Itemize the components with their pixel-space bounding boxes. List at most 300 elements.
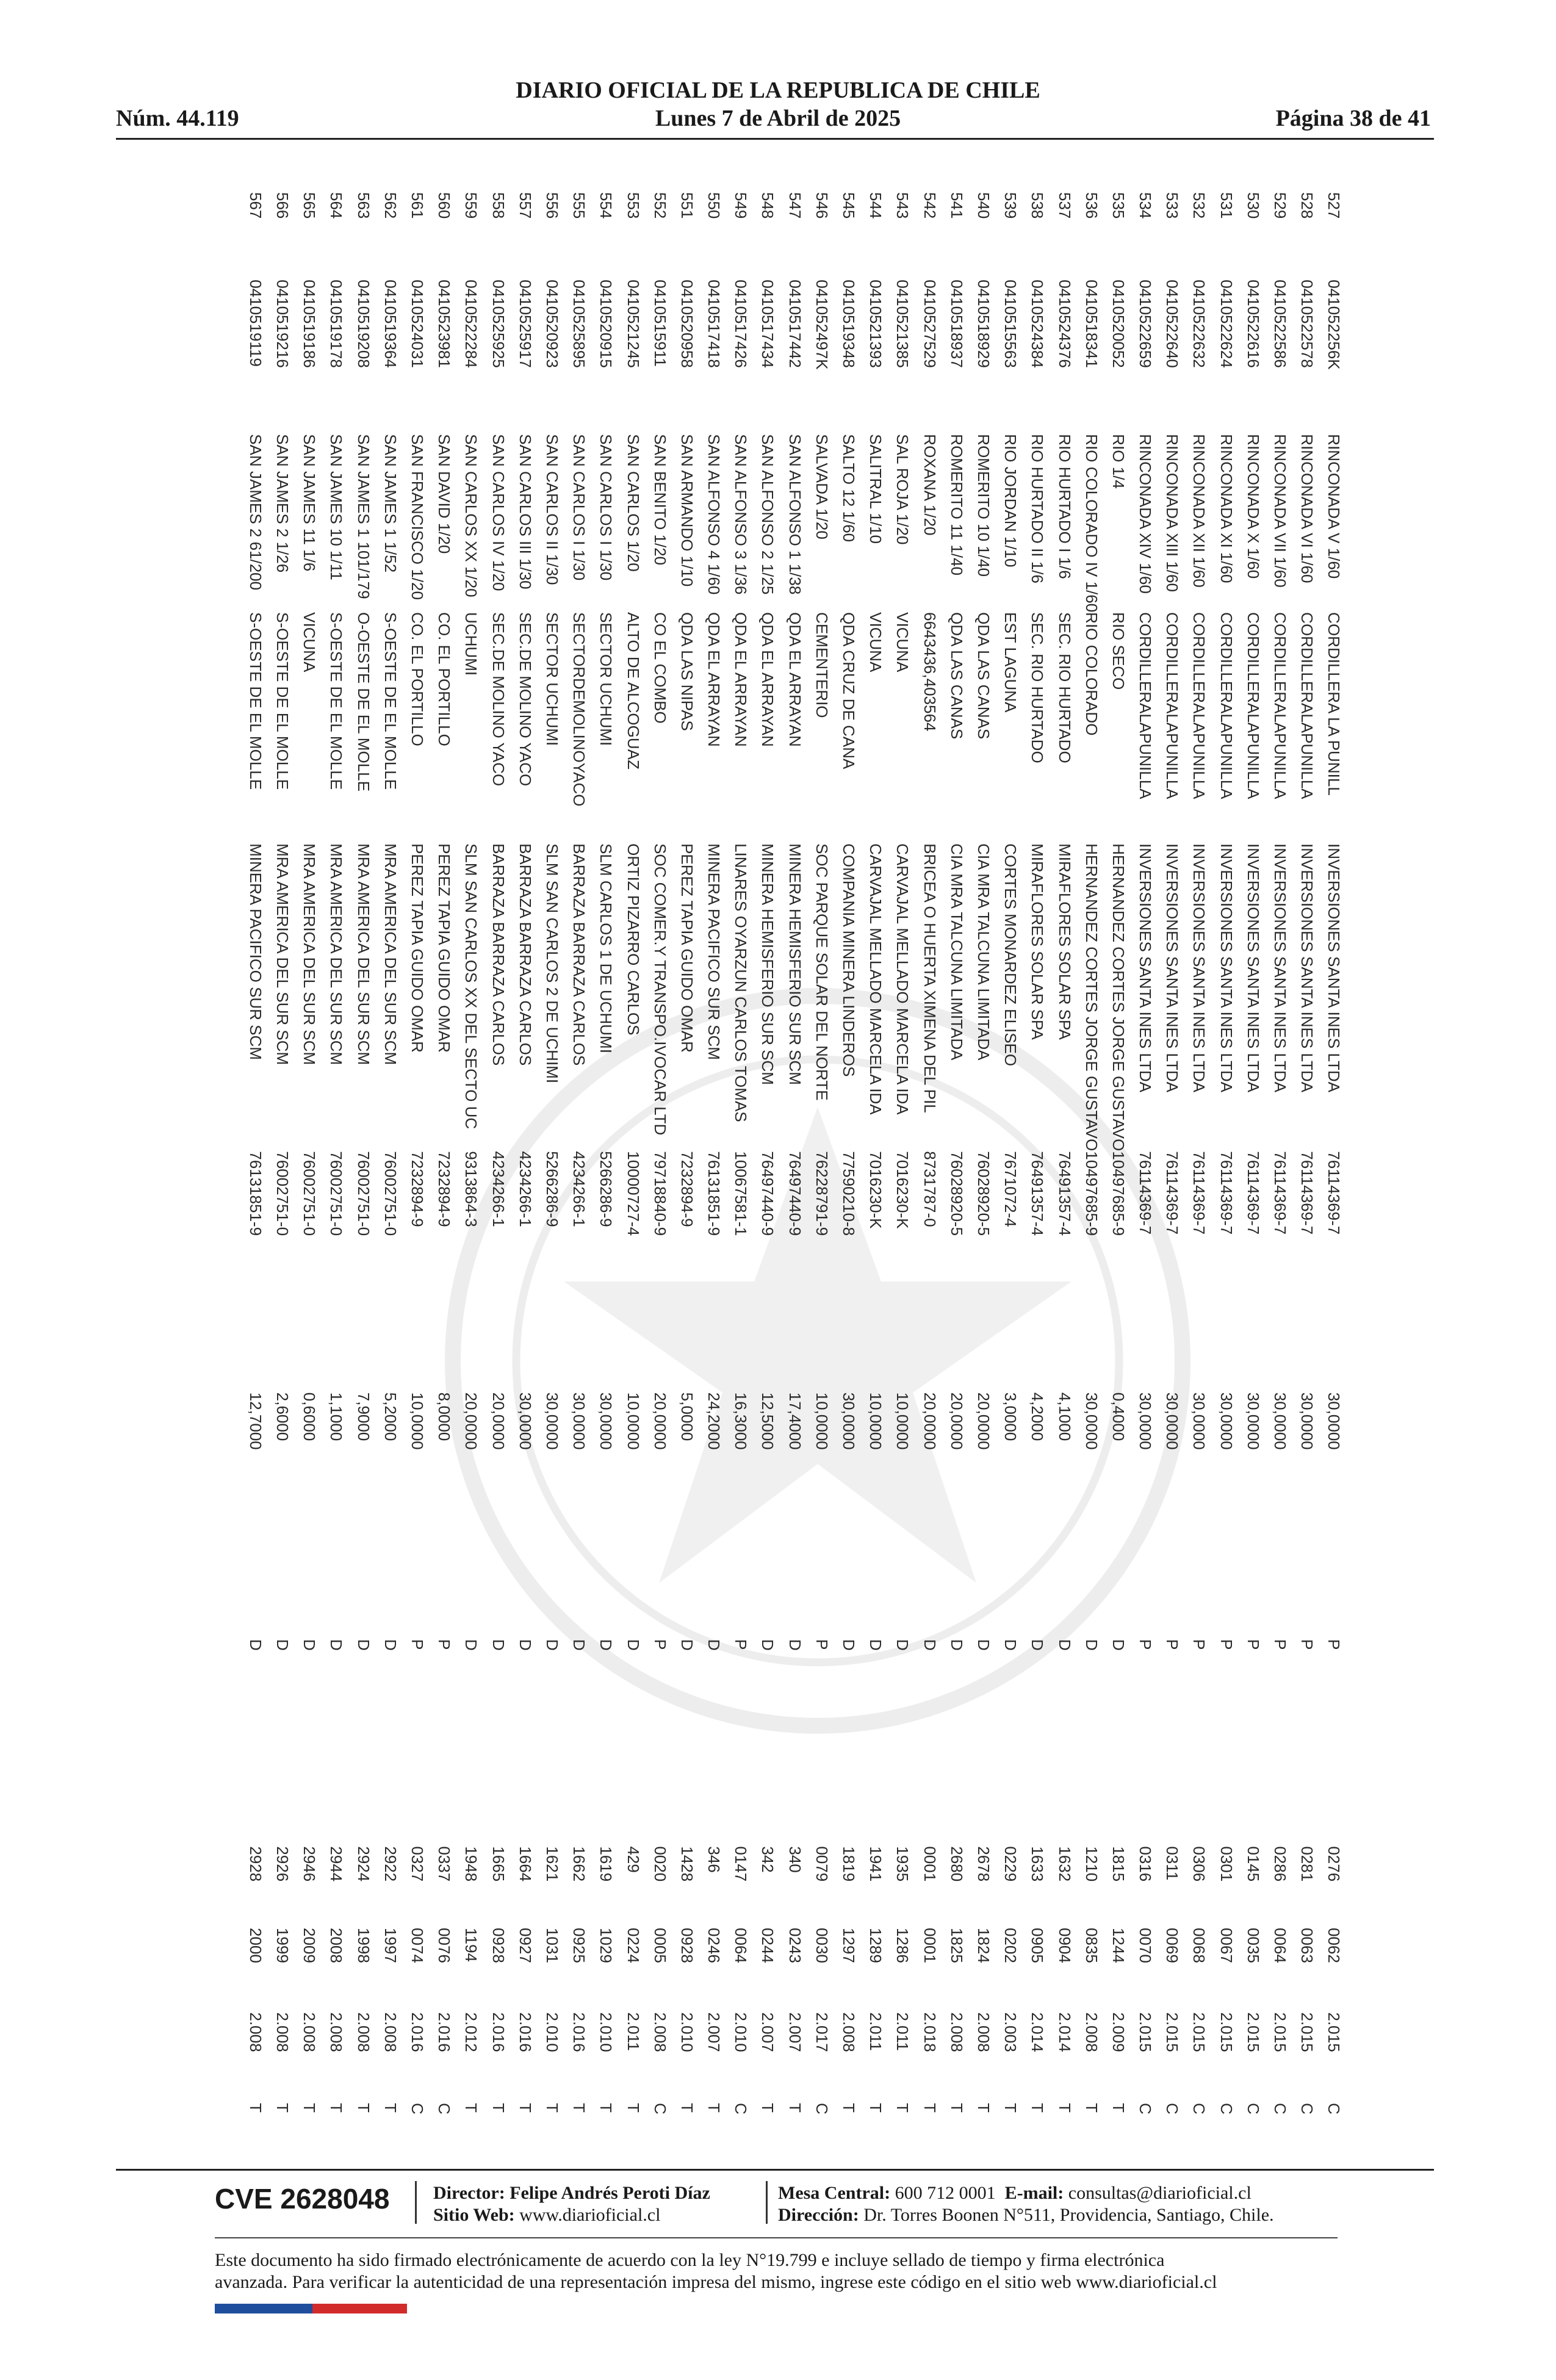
owner-name-cell: INVERSIONES SANTA INES LTDA — [1325, 843, 1344, 1092]
ref-number-b-cell: 0927 — [516, 1927, 535, 1963]
status-code-cell: T — [462, 2103, 481, 2113]
row-index-cell: 537 — [1055, 192, 1074, 219]
year-cell: 2.008 — [300, 2012, 319, 2052]
status-code-cell: T — [893, 2103, 912, 2113]
sector-cell: CORDILLERALAPUNILLA — [1298, 612, 1317, 799]
ref-number-b-cell: 0001 — [920, 1927, 939, 1963]
owner-rut-cell: 7016230-K — [893, 1151, 912, 1229]
owner-rut-cell: 4234266-1 — [516, 1151, 535, 1227]
cve-code: CVE 2628048 — [215, 2183, 390, 2215]
concession-code-cell: 0410515563 — [1001, 279, 1020, 368]
owner-name-cell: INVERSIONES SANTA INES LTDA — [1136, 843, 1155, 1092]
year-cell: 2.015 — [1217, 2012, 1236, 2052]
year-cell: 2.016 — [570, 2012, 589, 2052]
type-code-cell: P — [435, 1639, 454, 1650]
owner-name-cell: CARVAJAL MELLADO MARCELA IDA — [866, 843, 885, 1115]
type-code-cell: D — [840, 1639, 859, 1651]
area-cell: 30,0000 — [542, 1392, 561, 1450]
ref-number-b-cell: 0064 — [732, 1927, 751, 1963]
row-index-cell: 532 — [1190, 192, 1209, 219]
concession-name-cell: SAN DAVID 1/20 — [435, 434, 454, 554]
area-cell: 30,0000 — [1325, 1392, 1344, 1450]
page-number: Página 38 de 41 — [1275, 106, 1431, 131]
area-cell: 3,0000 — [1001, 1392, 1020, 1441]
concession-name-cell: RINCONADA XII 1/60 — [1190, 434, 1209, 588]
table-row — [242, 192, 268, 2151]
row-index-cell: 534 — [1136, 192, 1155, 219]
type-code-cell: D — [758, 1639, 777, 1651]
row-index-cell: 552 — [650, 192, 669, 219]
sector-cell: RIO SECO — [1109, 612, 1128, 690]
owner-rut-cell: 7016230-K — [866, 1151, 885, 1229]
type-code-cell: P — [1325, 1639, 1344, 1650]
footer-divider-bottom — [215, 2237, 1338, 2238]
area-cell: 30,0000 — [1271, 1392, 1290, 1450]
area-cell: 20,0000 — [974, 1392, 993, 1450]
owner-name-cell: INVERSIONES SANTA INES LTDA — [1163, 843, 1182, 1092]
ref-number-a-cell: 2924 — [354, 1846, 373, 1882]
owner-rut-cell: 76002751-0 — [273, 1151, 292, 1236]
concession-name-cell: SAN ARMANDO 1/10 — [677, 434, 696, 587]
ref-number-b-cell: 1999 — [273, 1927, 292, 1963]
table-row — [619, 192, 646, 2151]
table-row — [458, 192, 484, 2151]
concession-code-cell: 0410515911 — [650, 279, 669, 367]
status-code-cell: T — [974, 2103, 993, 2113]
area-cell: 10,0000 — [893, 1392, 912, 1450]
type-code-cell: D — [354, 1639, 373, 1651]
ref-number-b-cell: 0246 — [705, 1927, 724, 1963]
concession-name-cell: SAN CARLOS I 1/30 — [597, 434, 616, 581]
ref-number-a-cell: 0327 — [408, 1846, 427, 1882]
ref-number-b-cell: 0005 — [650, 1927, 669, 1963]
ref-number-a-cell: 0145 — [1244, 1846, 1262, 1882]
ref-number-a-cell: 0286 — [1271, 1846, 1290, 1882]
status-code-cell: C — [650, 2103, 669, 2115]
table-row — [1132, 192, 1159, 2151]
area-cell: 10,0000 — [624, 1392, 643, 1450]
ref-number-a-cell: 0311 — [1163, 1846, 1182, 1881]
site-link[interactable]: www.diarioficial.cl — [519, 2205, 661, 2225]
issue-number: Núm. 44.119 — [116, 106, 239, 131]
concession-code-cell: 041052497K — [812, 279, 831, 370]
table-row — [646, 192, 673, 2151]
ref-number-a-cell: 342 — [758, 1846, 777, 1873]
owner-name-cell: MRA AMERICA DEL SUR SCM — [300, 843, 319, 1066]
row-index-cell: 560 — [435, 192, 454, 219]
concession-name-cell: RINCONADA VII 1/60 — [1271, 434, 1290, 588]
owner-name-cell: CIA MRA TALCUNA LIMITADA — [947, 843, 966, 1061]
legal-notice — [215, 2249, 1344, 2293]
ref-number-a-cell: 0306 — [1190, 1846, 1209, 1882]
table-row — [835, 192, 862, 2151]
type-code-cell: D — [542, 1639, 561, 1651]
type-code-cell: D — [866, 1639, 885, 1651]
area-cell: 20,0000 — [650, 1392, 669, 1450]
concession-name-cell: SALVADA 1/20 — [812, 434, 831, 539]
owner-rut-cell: 10000727-4 — [624, 1151, 643, 1236]
owner-name-cell: SOC PARQUE SOLAR DEL NORTE — [812, 843, 831, 1101]
area-cell: 10,0000 — [408, 1392, 427, 1450]
owner-rut-cell: 76491357-4 — [1055, 1151, 1074, 1236]
ref-number-b-cell: 0067 — [1217, 1927, 1236, 1963]
owner-name-cell: MINERA PACIFICO SUR SCM — [246, 843, 265, 1060]
ref-number-b-cell: 0905 — [1028, 1927, 1047, 1963]
sector-cell: SEC. RIO HURTADO — [1055, 612, 1074, 763]
sector-cell: QDA LAS CANAS — [947, 612, 966, 740]
area-cell: 1,1000 — [327, 1392, 346, 1441]
sector-cell: O-OESTE DE EL MOLLE — [354, 612, 373, 792]
owner-rut-cell: 76028920-5 — [974, 1151, 993, 1236]
area-cell: 30,0000 — [1244, 1392, 1262, 1450]
concession-code-cell: 0410521393 — [866, 279, 885, 368]
year-cell: 2.008 — [246, 2012, 265, 2052]
table-row — [376, 192, 403, 2151]
year-cell: 2.012 — [462, 2012, 481, 2052]
owner-rut-cell: 76114369-7 — [1298, 1151, 1317, 1235]
ref-number-a-cell: 0276 — [1325, 1846, 1344, 1882]
status-code-cell: T — [947, 2103, 966, 2113]
row-index-cell: 540 — [974, 192, 993, 219]
sector-cell: S-OESTE DE EL MOLLE — [246, 612, 265, 790]
concession-name-cell: RIO JORDAN 1/10 — [1001, 434, 1020, 568]
row-index-cell: 567 — [246, 192, 265, 219]
sector-cell: CORDILLERALAPUNILLA — [1217, 612, 1236, 799]
sector-cell: CORDILLERALAPUNILLA — [1271, 612, 1290, 799]
owner-rut-cell: 8731787-0 — [920, 1151, 939, 1227]
area-cell: 30,0000 — [516, 1392, 535, 1450]
status-code-cell: T — [1109, 2103, 1128, 2113]
ref-number-a-cell: 0301 — [1217, 1846, 1236, 1882]
ref-number-a-cell: 1632 — [1055, 1846, 1074, 1882]
owner-name-cell: BARRAZA BARRAZA CARLOS — [489, 843, 508, 1066]
table-row — [350, 192, 376, 2151]
owner-name-cell: INVERSIONES SANTA INES LTDA — [1298, 843, 1317, 1092]
type-code-cell: P — [1271, 1639, 1290, 1650]
status-code-cell: C — [1217, 2103, 1236, 2115]
area-cell: 4,2000 — [1028, 1392, 1047, 1441]
concession-code-cell: 0410520958 — [677, 279, 696, 368]
area-cell: 20,0000 — [947, 1392, 966, 1450]
status-code-cell: T — [381, 2103, 400, 2113]
row-index-cell: 531 — [1217, 192, 1236, 219]
ref-number-b-cell: 0904 — [1055, 1927, 1074, 1963]
sector-cell: QDA LAS CANAS — [974, 612, 993, 740]
ref-number-b-cell: 0069 — [1163, 1927, 1182, 1963]
area-cell: 5,2000 — [381, 1392, 400, 1441]
sector-cell: SECTOR UCHUMI — [542, 612, 561, 746]
year-cell: 2.015 — [1271, 2012, 1290, 2052]
ref-number-b-cell: 0928 — [677, 1927, 696, 1963]
area-cell: 5,0000 — [677, 1392, 696, 1441]
concession-code-cell: 0410522659 — [1136, 279, 1155, 368]
owner-rut-cell: 76002751-0 — [300, 1151, 319, 1236]
table-row — [1078, 192, 1104, 2151]
owner-rut-cell: 10067581-1 — [732, 1151, 751, 1236]
concession-name-cell: SAN BENITO 1/20 — [650, 434, 669, 566]
ref-number-a-cell: 2944 — [327, 1846, 346, 1882]
status-code-cell: T — [300, 2103, 319, 2113]
concession-code-cell: 0410517426 — [732, 279, 751, 368]
ref-number-a-cell: 429 — [624, 1846, 643, 1873]
status-code-cell: C — [1298, 2103, 1317, 2115]
status-code-cell: T — [758, 2103, 777, 2113]
owner-name-cell: INVERSIONES SANTA INES LTDA — [1190, 843, 1209, 1092]
flag-stripe-red — [312, 2304, 407, 2313]
owner-name-cell: MRA AMERICA DEL SUR SCM — [273, 843, 292, 1066]
year-cell: 2.015 — [1244, 2012, 1262, 2052]
ref-number-a-cell: 0079 — [812, 1846, 831, 1882]
row-index-cell: 544 — [866, 192, 885, 219]
owner-name-cell: CORTES MONARDEZ ELISEO — [1001, 843, 1020, 1067]
concession-code-cell: 0410520052 — [1109, 279, 1128, 368]
sector-cell: EST LAGUNA — [1001, 612, 1020, 713]
type-code-cell: D — [489, 1639, 508, 1651]
table-row — [566, 192, 593, 2151]
concession-name-cell: ROMERITO 10 1/40 — [974, 434, 993, 577]
owner-rut-cell: 76228791-9 — [812, 1151, 831, 1236]
ref-number-a-cell: 346 — [705, 1846, 724, 1873]
ref-number-b-cell: 0035 — [1244, 1927, 1262, 1963]
year-cell: 2.014 — [1028, 2012, 1047, 2052]
ref-number-b-cell: 1244 — [1109, 1927, 1128, 1963]
owner-name-cell: ORTIZ PIZARRO CARLOS — [624, 843, 643, 1036]
concession-name-cell: SAL ROJA 1/20 — [893, 434, 912, 545]
owner-name-cell: BARRAZA BARRAZA CARLOS — [570, 843, 589, 1066]
sector-cell: QDA EL ARRAYAN — [705, 612, 724, 747]
table-row — [943, 192, 970, 2151]
contact-block — [778, 2182, 1274, 2226]
row-index-cell: 554 — [597, 192, 616, 219]
concession-name-cell: SAN CARLOS I 1/30 — [570, 434, 589, 581]
area-cell: 8,0000 — [435, 1392, 454, 1441]
area-cell: 7,9000 — [354, 1392, 373, 1441]
email-label: E-mail: — [1004, 2183, 1064, 2203]
status-code-cell: C — [435, 2103, 454, 2115]
status-code-cell: T — [677, 2103, 696, 2113]
concession-name-cell: SALITRAL 1/10 — [866, 434, 885, 544]
type-code-cell: D — [516, 1639, 535, 1651]
row-index-cell: 543 — [893, 192, 912, 219]
status-code-cell: C — [1325, 2103, 1344, 2115]
concession-name-cell: SALTO 12 1/60 — [840, 434, 859, 543]
owner-rut-cell: 7232894-9 — [435, 1151, 454, 1227]
owner-rut-cell: 4234266-1 — [570, 1151, 589, 1227]
ref-number-b-cell: 0928 — [489, 1927, 508, 1963]
owner-name-cell: BARRAZA BARRAZA CARLOS — [516, 843, 535, 1066]
owner-rut-cell: 76114369-7 — [1271, 1151, 1290, 1235]
row-index-cell: 551 — [677, 192, 696, 219]
area-cell: 20,0000 — [489, 1392, 508, 1450]
concession-code-cell: 0410519186 — [300, 279, 319, 368]
owner-name-cell: SLM SAN CARLOS 2 DE UCHIMI — [542, 843, 561, 1084]
ref-number-b-cell: 1286 — [893, 1927, 912, 1963]
row-index-cell: 558 — [489, 192, 508, 219]
row-index-cell: 557 — [516, 192, 535, 219]
row-index-cell: 563 — [354, 192, 373, 219]
ref-number-a-cell: 1619 — [597, 1846, 616, 1882]
director-name: Felipe Andrés Peroti Díaz — [510, 2183, 710, 2203]
concession-name-cell: SAN JAMES 1 1/52 — [381, 434, 400, 573]
ref-number-b-cell: 1029 — [597, 1927, 616, 1963]
year-cell: 2.008 — [650, 2012, 669, 2052]
concession-code-cell: 0410518341 — [1082, 279, 1101, 368]
sector-cell: CEMENTERIO — [812, 612, 831, 718]
row-index-cell: 528 — [1298, 192, 1317, 219]
concession-code-cell: 0410520923 — [542, 279, 561, 368]
area-cell: 2,6000 — [273, 1392, 292, 1441]
row-index-cell: 541 — [947, 192, 966, 219]
ref-number-a-cell: 1935 — [893, 1846, 912, 1882]
table-row — [511, 192, 538, 2151]
type-code-cell: P — [1244, 1639, 1262, 1650]
ref-number-a-cell: 1633 — [1028, 1846, 1047, 1882]
row-index-cell: 529 — [1271, 192, 1290, 219]
concession-code-cell: 0410521245 — [624, 279, 643, 368]
sector-cell: RIO COLORADO — [1082, 612, 1101, 736]
type-code-cell: D — [273, 1639, 292, 1651]
table-row — [269, 192, 296, 2151]
owner-name-cell: HERNANDEZ CORTES JORGE GUSTAVO — [1109, 843, 1128, 1152]
row-index-cell: 542 — [920, 192, 939, 219]
table-row — [1212, 192, 1239, 2151]
area-cell: 30,0000 — [597, 1392, 616, 1450]
year-cell: 2.015 — [1325, 2012, 1344, 2052]
owner-name-cell: MINERA HEMISFERIO SUR SCM — [758, 843, 777, 1085]
concession-name-cell: SAN JAMES 2 1/26 — [273, 434, 292, 573]
ref-number-a-cell: 1210 — [1082, 1846, 1101, 1882]
owner-name-cell: COMPANIA MINERA LINDEROS — [840, 843, 859, 1077]
concession-code-cell: 0410522624 — [1217, 279, 1236, 368]
owner-name-cell: INVERSIONES SANTA INES LTDA — [1271, 843, 1290, 1092]
email-link[interactable]: consultas@diarioficial.cl — [1068, 2183, 1252, 2203]
owner-name-cell: INVERSIONES SANTA INES LTDA — [1217, 843, 1236, 1092]
owner-rut-cell: 76114369-7 — [1163, 1151, 1182, 1235]
row-index-cell: 545 — [840, 192, 859, 219]
header-divider — [116, 138, 1434, 140]
sector-cell: VICUNA — [300, 612, 319, 673]
type-code-cell: P — [1163, 1639, 1182, 1650]
sector-cell: CORDILLERALAPUNILLA — [1190, 612, 1209, 799]
type-code-cell: D — [624, 1639, 643, 1651]
ref-number-a-cell: 0337 — [435, 1846, 454, 1882]
ref-number-a-cell: 0229 — [1001, 1846, 1020, 1882]
owner-name-cell: SLM CARLOS 1 DE UCHUMI — [597, 843, 616, 1053]
concession-code-cell: 0410521385 — [893, 279, 912, 368]
sector-cell: 6643436,403564 — [920, 612, 939, 732]
type-code-cell: D — [381, 1639, 400, 1651]
year-cell: 2.007 — [758, 2012, 777, 2052]
year-cell: 2.016 — [435, 2012, 454, 2052]
ref-number-a-cell: 1621 — [542, 1846, 561, 1882]
footer-divider-top — [116, 2169, 1434, 2171]
ref-number-b-cell: 2009 — [300, 1927, 319, 1963]
type-code-cell: D — [1028, 1639, 1047, 1651]
row-index-cell: 535 — [1109, 192, 1128, 219]
type-code-cell: D — [893, 1639, 912, 1651]
concession-name-cell: RIO 1/4 — [1109, 434, 1128, 489]
ref-number-b-cell: 0925 — [570, 1927, 589, 1963]
owner-rut-cell: 7232894-9 — [408, 1151, 427, 1227]
row-index-cell: 536 — [1082, 192, 1101, 219]
owner-rut-cell: 76114369-7 — [1217, 1151, 1236, 1235]
concession-name-cell: ROXANA 1/20 — [920, 434, 939, 536]
concession-code-cell: 0410519208 — [354, 279, 373, 368]
sector-cell: QDA EL ARRAYAN — [785, 612, 804, 747]
owner-rut-cell: 76131851-9 — [246, 1151, 265, 1236]
status-code-cell: T — [866, 2103, 885, 2113]
row-index-cell: 527 — [1325, 192, 1344, 219]
table-row — [1266, 192, 1293, 2151]
ref-number-b-cell: 1998 — [354, 1927, 373, 1963]
area-cell: 10,0000 — [812, 1392, 831, 1450]
ref-number-b-cell: 1825 — [947, 1927, 966, 1963]
row-index-cell: 548 — [758, 192, 777, 219]
sector-cell: VICUNA — [866, 612, 885, 673]
ref-number-b-cell: 0224 — [624, 1927, 643, 1963]
owner-rut-cell: 76114369-7 — [1136, 1151, 1155, 1235]
table-row — [1104, 192, 1131, 2151]
status-code-cell: C — [1271, 2103, 1290, 2115]
sector-cell: CO EL COMBO — [650, 612, 669, 724]
status-code-cell: C — [408, 2103, 427, 2115]
area-cell: 4,1000 — [1055, 1392, 1074, 1441]
ref-number-b-cell: 1824 — [974, 1927, 993, 1963]
mesa-label: Mesa Central: — [778, 2183, 891, 2203]
year-cell: 2.015 — [1190, 2012, 1209, 2052]
owner-name-cell: PEREZ TAPIA GUIDO OMAR — [677, 843, 696, 1053]
status-code-cell: C — [1136, 2103, 1155, 2115]
type-code-cell: D — [570, 1639, 589, 1651]
area-cell: 0,4000 — [1109, 1392, 1128, 1441]
sector-cell: CO. EL PORTILLO — [408, 612, 427, 746]
area-cell: 30,0000 — [840, 1392, 859, 1450]
sector-cell: SEC. RIO HURTADO — [1028, 612, 1047, 763]
table-row — [1159, 192, 1186, 2151]
concession-name-cell: SAN CARLOS 1/20 — [624, 434, 643, 572]
owner-name-cell: MRA AMERICA DEL SUR SCM — [381, 843, 400, 1066]
owner-rut-cell: 76114369-7 — [1325, 1151, 1344, 1235]
flag-stripe-blue — [215, 2304, 312, 2313]
concession-code-cell: 0410519348 — [840, 279, 859, 368]
table-row — [673, 192, 700, 2151]
concession-name-cell: SAN ALFONSO 4 1/60 — [705, 434, 724, 595]
ref-number-a-cell: 1819 — [840, 1846, 859, 1882]
concession-code-cell: 0410519216 — [273, 279, 292, 368]
year-cell: 2.011 — [624, 2012, 643, 2051]
concession-code-cell: 0410522632 — [1190, 279, 1209, 368]
concession-code-cell: 0410520915 — [597, 279, 616, 368]
address-label: Dirección: — [778, 2205, 859, 2225]
area-cell: 0,6000 — [300, 1392, 319, 1441]
status-code-cell: T — [489, 2103, 508, 2113]
sector-cell: SEC.DE MOLINO YACO — [516, 612, 535, 787]
area-cell: 17,4000 — [785, 1392, 804, 1450]
concessions-table-rotated — [231, 192, 1347, 2151]
year-cell: 2.011 — [866, 2012, 885, 2051]
ref-number-a-cell: 0316 — [1136, 1846, 1155, 1882]
ref-number-a-cell: 1815 — [1109, 1846, 1128, 1882]
ref-number-a-cell: 0001 — [920, 1846, 939, 1882]
owner-rut-cell: 76114369-7 — [1244, 1151, 1262, 1235]
sector-cell: CORDILLERALAPUNILLA — [1244, 612, 1262, 799]
status-code-cell: C — [812, 2103, 831, 2115]
row-index-cell: 539 — [1001, 192, 1020, 219]
owner-name-cell: CARVAJAL MELLADO MARCELA IDA — [893, 843, 912, 1115]
owner-rut-cell: 76491357-4 — [1028, 1151, 1047, 1236]
type-code-cell: P — [650, 1639, 669, 1650]
area-cell: 20,0000 — [462, 1392, 481, 1450]
